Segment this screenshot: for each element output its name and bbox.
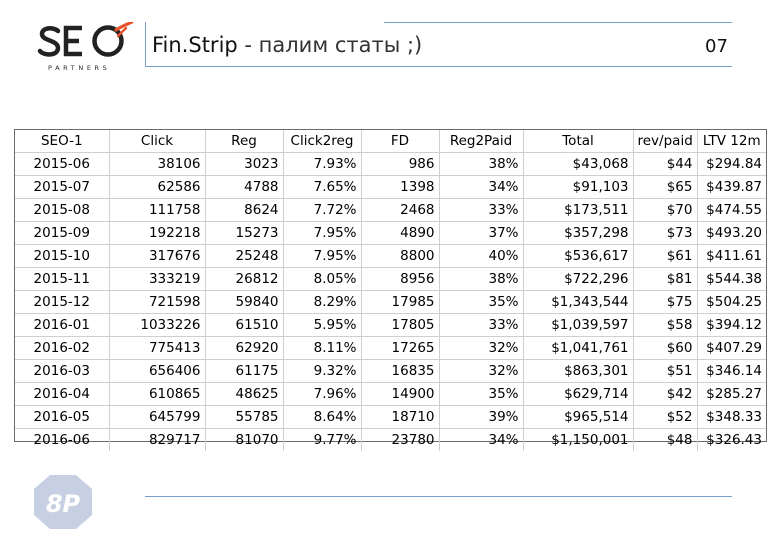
table-row [15,176,766,199]
table-cell: 645799 [109,406,205,429]
table-header-row [15,130,766,153]
table-cell: 38% [439,153,523,176]
table-cell: 7.72% [283,199,361,222]
table-cell: 2015-12 [15,291,109,314]
table-cell: 8.29% [283,291,361,314]
table-cell: $65 [633,176,697,199]
title-rule-top [384,22,732,23]
table-cell: 34% [439,429,523,452]
table-cell: 2016-03 [15,360,109,383]
logo-mark [36,22,136,62]
table-cell: $504.25 [697,291,766,314]
table-cell: $173,511 [523,199,633,222]
table-cell: $81 [633,268,697,291]
table-cell: 17985 [361,291,439,314]
stats-table [15,130,766,451]
table-cell: 8.64% [283,406,361,429]
table-row [15,360,766,383]
table-cell: $44 [633,153,697,176]
stats-table-frame [14,129,767,448]
table-cell: 38% [439,268,523,291]
table-cell: $394.12 [697,314,766,337]
table-cell: 26812 [205,268,283,291]
table-cell: 829717 [109,429,205,452]
table-cell: $51 [633,360,697,383]
table-cell: 7.95% [283,245,361,268]
table-cell: 333219 [109,268,205,291]
table-cell: 192218 [109,222,205,245]
table-cell: 32% [439,337,523,360]
table-row [15,429,766,452]
table-cell: 62920 [205,337,283,360]
table-cell: 40% [439,245,523,268]
table-cell: 2015-06 [15,153,109,176]
table-cell: 33% [439,199,523,222]
title-rule-bottom [145,66,732,67]
table-cell: $294.84 [697,153,766,176]
slide-title [152,33,422,57]
table-cell: 35% [439,291,523,314]
table-cell: 14900 [361,383,439,406]
table-cell: 59840 [205,291,283,314]
table-cell: 2016-02 [15,337,109,360]
column-header: FD [361,130,439,153]
table-cell: 23780 [361,429,439,452]
table-cell: $1,039,597 [523,314,633,337]
table-cell: 8800 [361,245,439,268]
table-cell: $60 [633,337,697,360]
table-cell: 61510 [205,314,283,337]
table-cell: $439.87 [697,176,766,199]
table-row [15,291,766,314]
table-cell: 2015-11 [15,268,109,291]
table-row [15,337,766,360]
table-cell: 7.96% [283,383,361,406]
column-header: Reg [205,130,283,153]
title-subtitle: - палим статы ;) [237,33,423,57]
table-cell: 2015-09 [15,222,109,245]
seo-partners-logo [36,22,136,74]
table-cell: 2015-08 [15,199,109,222]
table-cell: $48 [633,429,697,452]
table-cell: 7.93% [283,153,361,176]
table-cell: 33% [439,314,523,337]
column-header: Click [109,130,205,153]
title-main: Fin.Strip [152,33,238,57]
table-row [15,245,766,268]
table-cell: $42 [633,383,697,406]
table-cell: 3023 [205,153,283,176]
table-cell: 37% [439,222,523,245]
table-cell: 34% [439,176,523,199]
table-cell: $43,068 [523,153,633,176]
table-cell: $493.20 [697,222,766,245]
table-cell: 61175 [205,360,283,383]
column-header: LTV 12m [702,133,761,149]
table-cell: 15273 [205,222,283,245]
table-cell: 17265 [361,337,439,360]
table-cell: 2468 [361,199,439,222]
table-cell: 8.11% [283,337,361,360]
table-row [15,383,766,406]
table-row [15,153,766,176]
table-cell: $474.55 [697,199,766,222]
table-cell: 62586 [109,176,205,199]
column-header: SEO-1 [15,130,109,153]
table-cell: 18710 [361,406,439,429]
table-cell: $285.27 [697,383,766,406]
table-cell: $965,514 [523,406,633,429]
table-cell: 81070 [205,429,283,452]
table-cell: $407.29 [697,337,766,360]
table-cell: 2016-01 [15,314,109,337]
table-cell: 16835 [361,360,439,383]
table-body [15,153,766,452]
table-row [15,314,766,337]
table-cell: $411.61 [697,245,766,268]
table-cell: $536,617 [523,245,633,268]
table-row [15,222,766,245]
table-cell: 7.65% [283,176,361,199]
table-cell: $346.14 [697,360,766,383]
table-cell: 48625 [205,383,283,406]
table-cell: 2016-06 [15,429,109,452]
table-cell: $863,301 [523,360,633,383]
table-cell: 32% [439,360,523,383]
table-row [15,199,766,222]
table-cell: $348.33 [697,406,766,429]
table-cell: $61 [633,245,697,268]
table-cell: 610865 [109,383,205,406]
table-cell: $58 [633,314,697,337]
column-header: rev/paid [633,130,697,153]
table-cell: $629,714 [523,383,633,406]
table-cell: 9.77% [283,429,361,452]
table-cell: 2015-07 [15,176,109,199]
table-cell: 111758 [109,199,205,222]
badge-text: 8P [45,490,81,518]
brand-badge [32,473,94,531]
table-cell: 39% [439,406,523,429]
table-cell: 8956 [361,268,439,291]
table-cell: 17805 [361,314,439,337]
table-cell: 4788 [205,176,283,199]
table-cell: $1,041,761 [523,337,633,360]
title-rule-left [145,22,146,67]
table-row [15,406,766,429]
table-cell: $544.38 [697,268,766,291]
page-number: 07 [705,36,728,57]
table-cell: 986 [361,153,439,176]
table-cell: $75 [633,291,697,314]
table-row [15,268,766,291]
table-cell: $722,296 [523,268,633,291]
table-cell: 317676 [109,245,205,268]
table-cell: 775413 [109,337,205,360]
table-cell: $91,103 [523,176,633,199]
table-cell: 2016-05 [15,406,109,429]
badge-octagon-icon [32,473,94,531]
table-cell: 35% [439,383,523,406]
table-cell: $1,150,001 [523,429,633,452]
table-cell: 8.05% [283,268,361,291]
table-cell: 9.32% [283,360,361,383]
table-cell: $73 [633,222,697,245]
table-cell: $357,298 [523,222,633,245]
table-cell: 2016-04 [15,383,109,406]
table-cell: $326.43 [697,429,766,452]
table-cell: 38106 [109,153,205,176]
table-cell: $1,343,544 [523,291,633,314]
table-cell: 1033226 [109,314,205,337]
column-header: Click2reg [283,130,361,153]
logo-tagline: PARTNERS [48,64,111,72]
table-cell: 2015-10 [15,245,109,268]
column-header: Reg2Paid [439,130,523,153]
table-cell: 55785 [205,406,283,429]
table-cell: 1398 [361,176,439,199]
table-cell: 8624 [205,199,283,222]
table-cell: 25248 [205,245,283,268]
table-cell: 5.95% [283,314,361,337]
table-cell: 4890 [361,222,439,245]
table-cell: 721598 [109,291,205,314]
footer-rule [145,496,732,497]
table-cell: 7.95% [283,222,361,245]
table-cell: 656406 [109,360,205,383]
table-cell: $52 [633,406,697,429]
column-header: Total [523,130,633,153]
table-cell: $70 [633,199,697,222]
